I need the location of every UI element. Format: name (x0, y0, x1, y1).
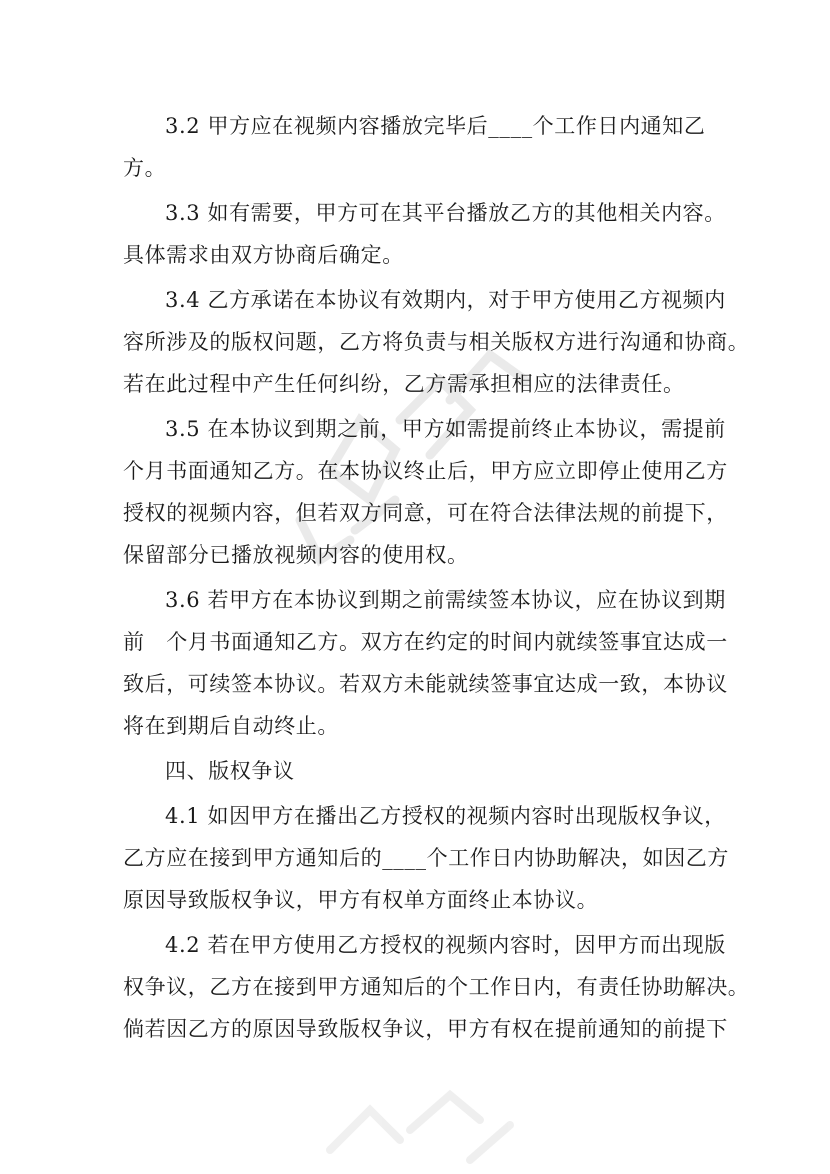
clause-4-2-line-3: 倘若因乙方的原因导致版权争议，甲方有权在提前通知的前提下 (123, 1017, 728, 1041)
clause-3-5-line-1: 3.5 在本协议到期之前，甲方如需提前终止本协议，需提前 (165, 417, 726, 441)
clause-4-2-line-1: 4.2 若在甲方使用乙方授权的视频内容时，因甲方而出现版 (165, 933, 726, 957)
clause-3-3-line-2: 具体需求由双方协商后确定。 (123, 243, 404, 267)
clause-4-1-line-3: 原因导致版权争议，甲方有权单方面终止本协议。 (123, 888, 599, 912)
clause-3-5-line-4: 保留部分已播放视频内容的使用权。 (123, 543, 469, 567)
clause-4-2-line-2: 权争议，乙方在接到甲方通知后的个工作日内，有责任协助解决。 (123, 975, 750, 999)
clause-3-4-line-3: 若在此过程中产生任何纠纷，乙方需承担相应的法律责任。 (123, 372, 685, 396)
clause-3-2-line-1: 3.2 甲方应在视频内容播放完毕后____个工作日内通知乙 (165, 114, 706, 138)
clause-3-5-line-2: 个月书面通知乙方。在本协议终止后，甲方应立即停止使用乙方 (123, 459, 728, 483)
clause-3-5-line-3: 授权的视频内容，但若双方同意，可在符合法律法规的前提下， (123, 501, 728, 525)
clause-3-2-line-2: 方。 (123, 156, 167, 180)
clause-3-6-line-1: 3.6 若甲方在本协议到期之前需续签本协议，应在协议到期 (165, 588, 726, 612)
clause-3-6-line-3: 致后，可续签本协议。若双方未能就续签事宜达成一致，本协议 (123, 672, 728, 696)
clause-3-3-line-1: 3.3 如有需要，甲方可在其平台播放乙方的其他相关内容。 (165, 201, 726, 225)
section-4-heading: 四、版权争议 (165, 759, 295, 783)
clause-4-1-line-2: 乙方应在接到甲方通知后的____个工作日内协助解决，如因乙方 (123, 846, 729, 870)
clause-4-1-line-1: 4.1 如因甲方在播出乙方授权的视频内容时出现版权争议， (165, 804, 726, 828)
clause-3-4-line-1: 3.4 乙方承诺在本协议有效期内，对于甲方使用乙方视频内 (165, 288, 726, 312)
clause-3-6-line-4: 将在到期后自动终止。 (123, 714, 339, 738)
clause-3-4-line-2: 容所涉及的版权问题，乙方将负责与相关版权方进行沟通和协商。 (123, 330, 750, 354)
clause-3-6-line-2: 前 个月书面通知乙方。双方在约定的时间内就续签事宜达成一 (123, 630, 728, 654)
